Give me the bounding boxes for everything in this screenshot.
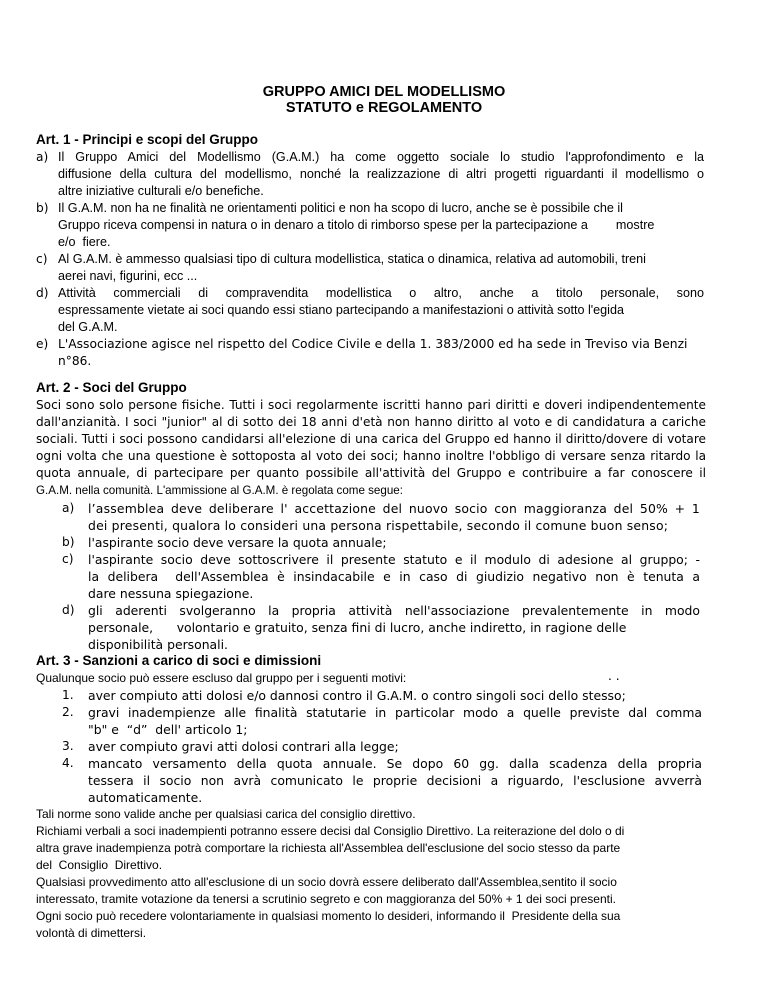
art3-item-4-label: 4. xyxy=(62,756,74,770)
art2-paragraph: Soci sono solo persone fisiche. Tutti i soci regolarmente iscritti hanno pari diritti e doveri indipendentemente dall'anzianità. I soci "junior" al di sotto dei 18 anni d'età non hanno diritto al voto e di candidatura a cariche sociali. Tutti i soci possono candidarsi all'elezione di una carica del Gruppo ed hanno il diritto/dovere di votare ogni volta che una questione è sottoposta al voto dei soci; hanno inoltre l'obbligo di versare senza ritardo la quota annuale, di partecipare per quanto possibile all'attività del Gruppo e contribuire a far conoscere il G.A.M. nella comunità. L'ammissione al G.A.M. è regolata come segue: xyxy=(36,398,706,497)
art1-item-a-label: a) xyxy=(36,150,49,164)
art3-item-2-label: 2. xyxy=(62,705,74,719)
art2-item-c-label: c) xyxy=(62,552,74,566)
art2-item-b-label: b) xyxy=(62,535,75,549)
art1-item-b: Il G.A.M. non ha ne finalità ne orientamenti politici e non ha scopo di lucro, anche se è possibile che il Gruppo riceva compensi in natura o in denaro a titolo di rimborso spese per la partecipazione a mostre e/o fiere. xyxy=(58,201,655,249)
art1-item-e-label: e) xyxy=(36,337,49,351)
art2-item-a: l’assemblea deve deliberare l' accettazione del nuovo socio con maggioranza del 50% + 1 dei presenti, qualora lo consideri una persona rispettabile, secondo il comune buon senso; xyxy=(88,501,700,533)
art3-closing-paragraphs: Tali norme sono valide anche per qualsiasi carica del consiglio direttivo. Richiami verbali a soci inadempienti potranno essere decisi dal Consiglio Direttivo. La reiterazione del dolo o di altra grave inadempienza potrà comportare la richiesta all'Assemblea dell'esclusione del socio stesso da parte del Consiglio Direttivo. Qualsiasi provvedimento atto all'esclusione di un socio dovrà essere deliberato dall'Assemblea,sentito il socio interessato, tramite votazione da tenersi a scrutinio segreto e con maggioranza del 50% + 1 dei soci presenti. Ogni socio può recedere volontariamente in qualsiasi momento lo desideri, informando il Presidente della sua volontà di dimettersi. xyxy=(36,807,625,940)
art2-item-d-label: d) xyxy=(62,603,75,617)
art1-item-d-label: d) xyxy=(36,286,49,300)
art1-item-e: L'Associazione agisce nel rispetto del Codice Civile e della 1. 383/2000 ed ha sede in Treviso via Benzi n°86. xyxy=(58,337,688,368)
art1-item-b-label: b) xyxy=(36,201,49,215)
art3-item-4: mancato versamento della quota annuale. Se dopo 60 gg. dalla scadenza della propria tessera il socio non avrà comunicato le proprie decisioni a riguardo, l'esclusione avverrà automaticamente. xyxy=(88,756,702,805)
art3-item-1: aver compiuto atti dolosi e/o dannosi contro il G.A.M. o contro singoli soci dello stesso; xyxy=(88,688,626,703)
article-1-heading: Art. 1 - Principi e scopi del Gruppo xyxy=(36,132,259,147)
document-title: GRUPPO AMICI DEL MODELLISMO xyxy=(262,84,506,100)
art1-item-a: Il Gruppo Amici del Modellismo (G.A.M.) ha come oggetto sociale lo studio l'approfondimento e la diffusione della cultura del modellismo, nonché la realizzazione di altri progetti riguardanti il modellismo o altre iniziative culturali e/o benefiche. xyxy=(58,150,704,198)
art2-item-b: l'aspirante socio deve versare la quota annuale; xyxy=(88,535,387,550)
art1-item-d: Attività commerciali di compravendita modellistica o altro, anche a titolo personale, sono espressamente vietate ai soci quando essi stiano partecipando a manifestazioni o attività sotto l'egida del G.A.M. xyxy=(58,286,704,334)
art3-item-3: aver compiuto gravi atti dolosi contrari alla legge; xyxy=(88,739,399,754)
art3-intro: Qualunque socio può essere escluso dal gruppo per i seguenti motivi: xyxy=(36,671,407,685)
art2-item-a-label: a) xyxy=(62,501,75,515)
art2-item-d: gli aderenti svolgeranno la propria attività nell'associazione prevalentemente in modo personale, volontario e gratuito, senza fini di lucro, anche indiretto, in ragione delle disponibilità personali. xyxy=(88,603,700,652)
art3-intro-dots: . . xyxy=(608,669,620,683)
article-2-heading: Art. 2 - Soci del Gruppo xyxy=(36,380,187,395)
art3-item-2: gravi inadempienze alle finalità statutarie in particolar modo a quelle previste dal comma "b" e “d” dell' articolo 1; xyxy=(88,705,702,737)
document-subtitle: STATUTO e REGOLAMENTO xyxy=(285,100,483,116)
article-3-heading: Art. 3 - Sanzioni a carico di soci e dimissioni xyxy=(36,653,322,668)
art3-item-3-label: 3. xyxy=(62,739,74,753)
art1-item-c-label: c) xyxy=(36,252,48,266)
art3-item-1-label: 1. xyxy=(62,688,74,702)
art1-item-c: Al G.A.M. è ammesso qualsiasi tipo di cultura modellistica, statica o dinamica, relativa ad automobili, treni aerei navi, figurini, ecc ... xyxy=(58,252,646,283)
art2-item-c: l'aspirante socio deve sottoscrivere il presente statuto e il modulo di adesione al gruppo; - la delibera dell'Assemblea è insindacabile e in caso di giudizio negativo non è tenuta a dare nessuna spiegazione. xyxy=(88,552,700,601)
